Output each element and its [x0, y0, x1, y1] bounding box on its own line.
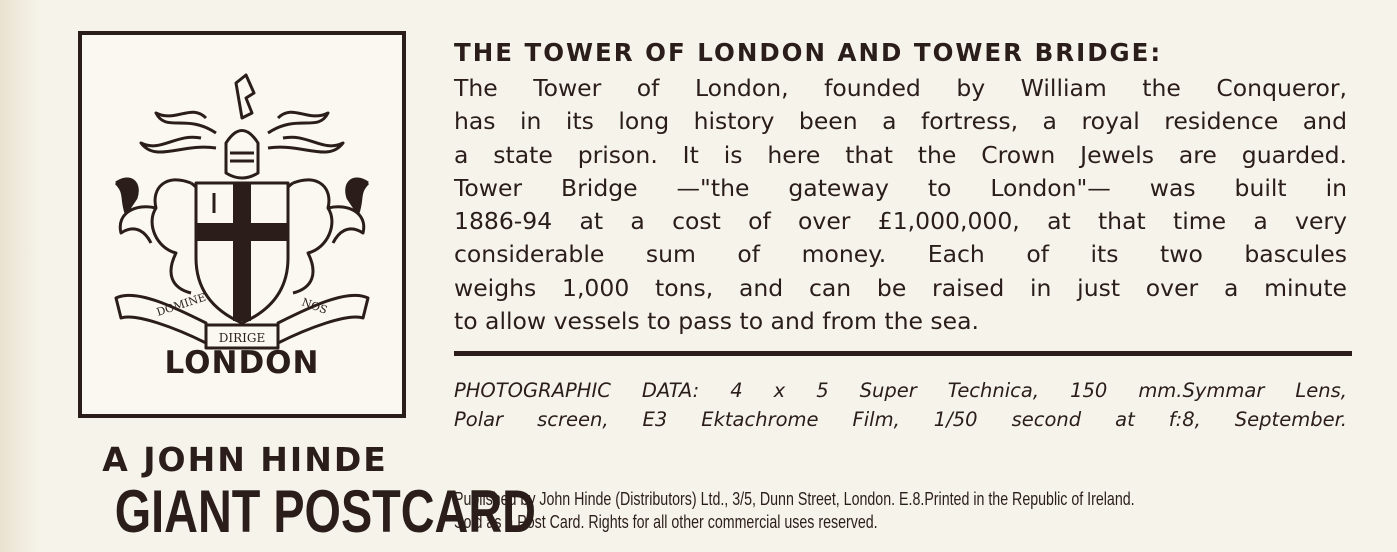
article-line: has in its long history been a fortress, a royal residence and — [454, 107, 1347, 136]
photographic-data — [454, 376, 1347, 434]
article-line: Tower Bridge —"the gateway to London"— was built in — [454, 173, 1347, 202]
article-line: The Tower of London, founded by William the Conqueror, — [454, 74, 1347, 102]
article-line: weighs 1,000 tons, and can be raised in just over a minute — [454, 273, 1347, 302]
article-title: THE TOWER OF LONDON AND TOWER BRIDGE: — [454, 38, 1163, 67]
article-line: 1886-94 at a cost of over £1,000,000, at that time a very — [454, 207, 1347, 236]
publisher-line: Published by John Hinde (Distributors) Ltd., 3/5, Dunn Street, London. E.8.Printed in the Republic of Ireland. — [454, 489, 1135, 509]
motto-right: NOS — [299, 295, 330, 317]
photographic-data-line: PHOTOGRAPHIC DATA: 4 x 5 Super Technica, 150 mm.Symmar Lens, — [454, 379, 1347, 402]
divider-rule — [454, 351, 1352, 356]
crest-city-name: LONDON — [164, 345, 320, 381]
coat-of-arms-panel — [78, 31, 406, 418]
motto-left: DOMINE — [154, 290, 208, 319]
article-body — [454, 72, 1347, 338]
motto-center: DIRIGE — [218, 331, 266, 345]
publisher-imprint — [454, 488, 1354, 534]
brand-product: GIANT POSTCARD — [114, 478, 536, 545]
brand-publisher: A JOHN HINDE — [102, 440, 388, 479]
article-line: considerable sum of money. Each of its two bascules — [454, 240, 1347, 269]
article-line: to allow vessels to pass to and from the sea. — [454, 307, 979, 336]
article-line: a state prison. It is here that the Crown Jewels are guarded. — [454, 140, 1347, 169]
photographic-data-line: Polar screen, E3 Ektachrome Film, 1/50 second at f:8, September. — [454, 408, 1347, 431]
publisher-line: Sold as a Post Card. Rights for all other commercial uses reserved. — [454, 512, 878, 532]
city-of-london-coat-of-arms-icon — [96, 73, 388, 373]
card-edge-shading — [0, 0, 40, 552]
